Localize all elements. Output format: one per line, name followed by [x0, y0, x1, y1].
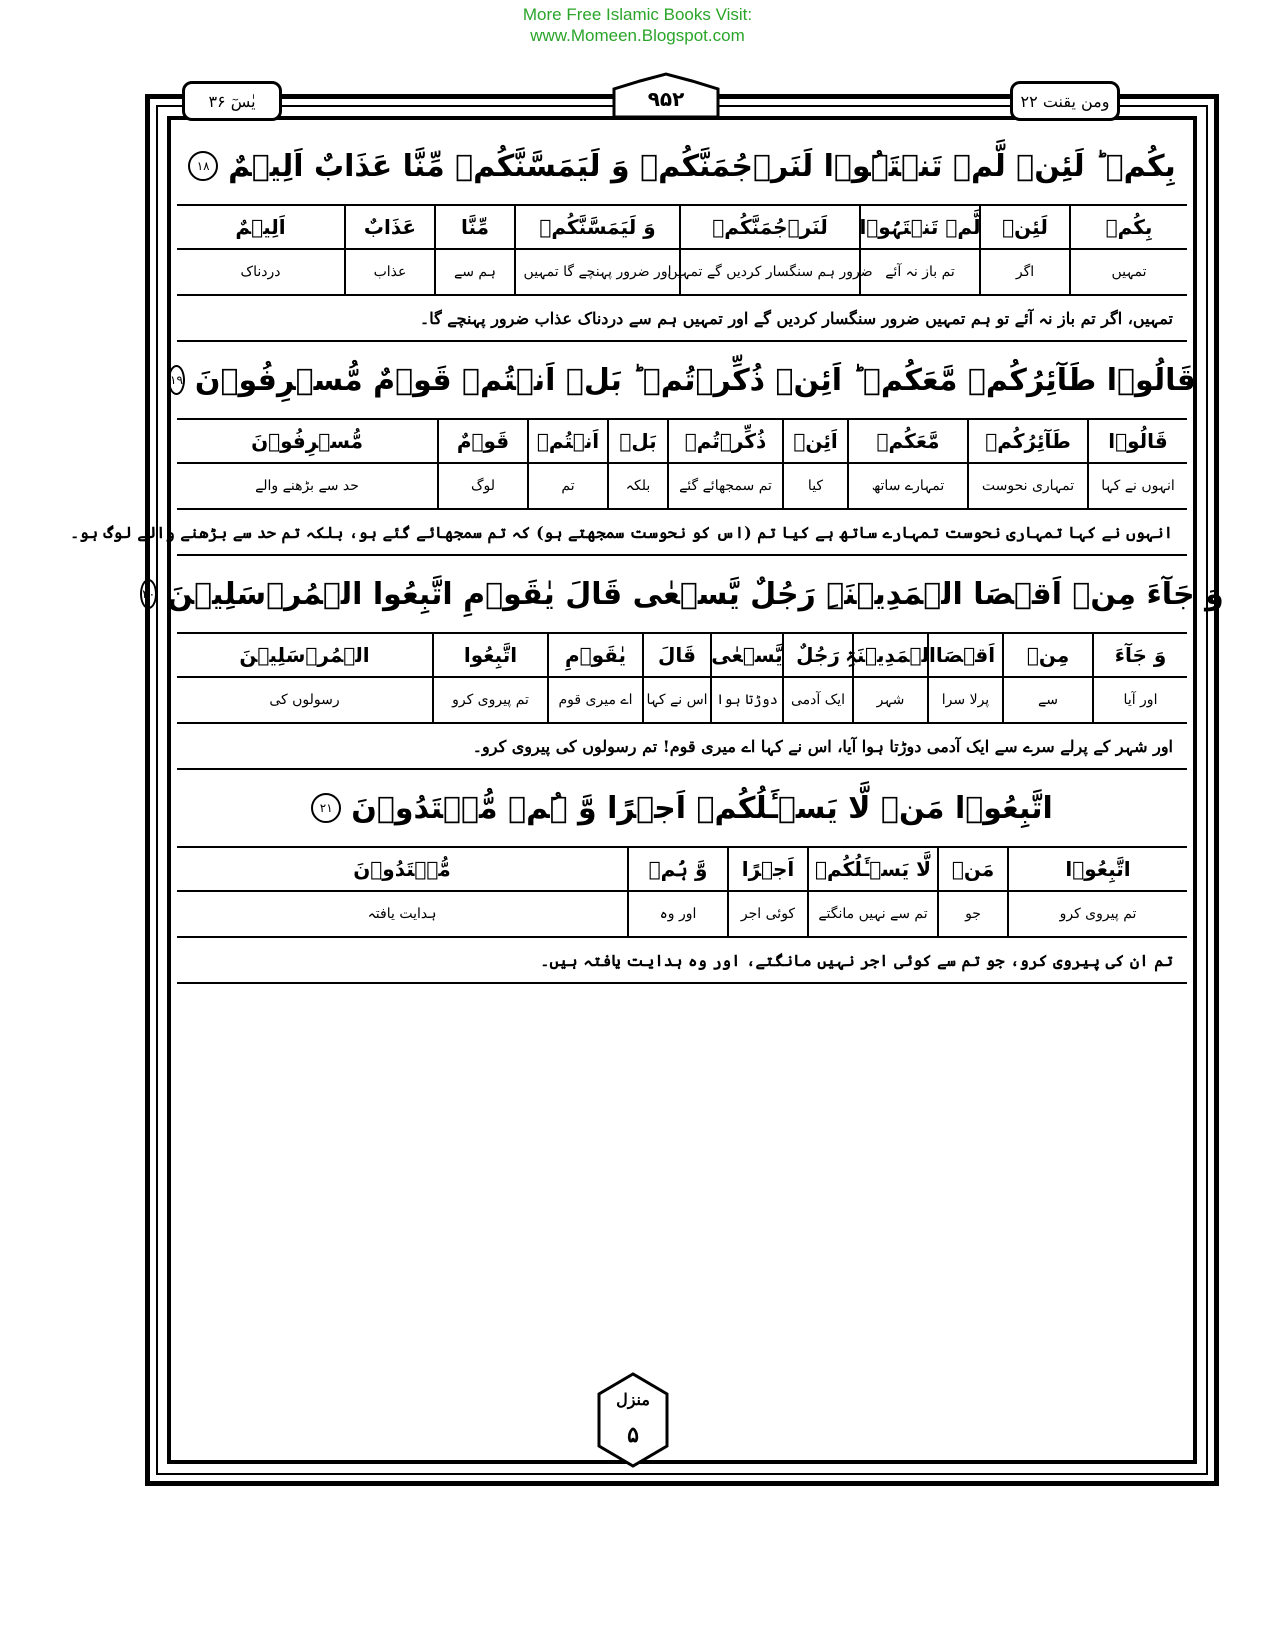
manzil-badge [597, 1372, 669, 1468]
verse-number-marker: ۲۱ [311, 793, 341, 823]
meaning-cell: تم سے نہیں مانگتے [807, 892, 937, 936]
top-banner [0, 4, 1275, 46]
meaning-cell: جو [937, 892, 1007, 936]
meaning-cell: تم باز نہ آئے [859, 250, 979, 294]
word-cell: لَئِنۡ [979, 206, 1069, 248]
word-cell: وَ جَآءَ [1092, 634, 1187, 676]
word-row [177, 848, 1187, 892]
manzil-number: ۵ [627, 1422, 639, 1448]
meaning-cell: رسولوں کی [269, 692, 340, 708]
word-cell: ذُکِّرۡتُمۡ [667, 420, 782, 462]
meaning-cell: تم پیروی کرو [1007, 892, 1187, 936]
word-cell: عَذَابٌ [344, 206, 434, 248]
translation-line: اور شہر کے پرلے سرے سے ایک آدمی دوڑتا ہوا آیا، اس نے کہا اے میری قوم! تم رسولوں کی پیروی کرو۔ [177, 724, 1187, 770]
verse-number-marker: ۱۹ [168, 365, 185, 395]
word-cell: اَجۡرًا [727, 848, 807, 890]
word-row [177, 634, 1187, 678]
meaning-cell: انہوں نے کہا [1087, 464, 1187, 508]
translation-line: انہوں نے کہا تمہاری نحوست تمہارے ساتھ ہے کیا تم (اس کو نحوست سمجھتے ہو) کہ تم سمجھائے گئے ہو، بلکہ تم حد سے بڑھنے والے لوگ ہو۔ [177, 510, 1187, 556]
word-cell: مُّسۡرِفُوۡنَ [251, 429, 363, 453]
verse-arabic: وَ جَآءَ مِنۡ اَقۡصَا الۡمَدِیۡنَۃِ رَجُلٌ یَّسۡعٰی قَالَ یٰقَوۡمِ اتَّبِعُوا الۡمُرۡسَلِیۡنَ [167, 576, 1224, 612]
verse-number-marker: ۱۸ [188, 151, 218, 181]
verse-number-marker: ۲۰ [140, 579, 157, 609]
meaning-cell: ہدایت یافتہ [367, 906, 437, 922]
banner-line-1: More Free Islamic Books Visit: [522, 5, 753, 24]
manzil-badge-shape [597, 1372, 669, 1468]
meaning-cell: لوگ [437, 464, 527, 508]
meaning-cell: اس نے کہا [642, 678, 710, 722]
word-cell: مُّہۡتَدُوۡنَ [353, 857, 451, 881]
word-cell: لَّمۡ تَنۡتَہُوۡا [859, 206, 979, 248]
verse-arabic: بِکُمۡ ؕ لَئِنۡ لَّمۡ تَنۡتَہُوۡا لَنَرۡجُمَنَّکُمۡ وَ لَیَمَسَّنَّکُمۡ مِّنَّا عَذَابٌ اَلِیۡمٌ [228, 148, 1176, 184]
manzil-label: منزل [616, 1390, 650, 1409]
verse-text [170, 342, 1196, 420]
word-cell: رَجُلٌ [782, 634, 852, 676]
word-cell: اتَّبِعُوۡا [1007, 848, 1187, 890]
content-area [69, 128, 1224, 984]
juz-label: ومن یقنت ۲۲ [1010, 81, 1120, 121]
meaning-row [177, 678, 1187, 724]
word-cell: بِکُمۡ [1069, 206, 1187, 248]
verse-arabic: اتَّبِعُوۡا مَنۡ لَّا یَسۡـَٔلُکُمۡ اَجۡرًا وَّ ہُمۡ مُّہۡتَدُوۡنَ [351, 790, 1053, 826]
word-cell: اَلِیۡمٌ [235, 215, 286, 239]
word-cell: بَلۡ [607, 420, 667, 462]
word-cell: قَالُوۡا [1087, 420, 1187, 462]
word-cell: لَّا یَسۡـَٔلُکُمۡ [807, 848, 937, 890]
meaning-cell: تمہاری نحوست [967, 464, 1087, 508]
word-cell: اَقۡصَا [927, 634, 1002, 676]
meaning-cell: کیا [782, 464, 847, 508]
word-cell: وَ لَیَمَسَّنَّکُمۡ [514, 206, 679, 248]
meaning-cell: شہر [852, 678, 927, 722]
word-cell: یٰقَوۡمِ [547, 634, 642, 676]
verse-section-19 [69, 342, 1196, 556]
verse-text [142, 556, 1224, 634]
translation-line: تمہیں، اگر تم باز نہ آئے تو ہم تمہیں ضرور سنگسار کردیں گے اور تمہیں ہم سے دردناک عذاب ضرور پہنچے گا۔ [177, 296, 1187, 342]
meaning-cell: اور وہ [627, 892, 727, 936]
word-cell: مِنۡ [1002, 634, 1092, 676]
verse-section-18 [177, 128, 1187, 342]
meaning-cell: اے میری قوم [547, 678, 642, 722]
verse-section-21 [177, 770, 1187, 984]
translation-line: تم ان کی پیروی کرو، جو تم سے کوئی اجر نہیں مانگتے، اور وہ ہدایت یافتہ ہیں۔ [177, 938, 1187, 984]
word-cell: مَنۡ [937, 848, 1007, 890]
page-number-badge [612, 73, 720, 119]
word-row [177, 206, 1187, 250]
meaning-cell: ہم سے [434, 250, 514, 294]
page-number: ۹۵۲ [647, 87, 685, 111]
word-row [177, 420, 1187, 464]
meaning-cell: پرلا سرا [927, 678, 1002, 722]
word-cell: طَآئِرُکُمۡ [967, 420, 1087, 462]
meaning-cell: عذاب [344, 250, 434, 294]
meaning-cell: اگر [979, 250, 1069, 294]
meaning-row [177, 892, 1187, 938]
word-cell: یَّسۡعٰی [710, 634, 782, 676]
meaning-cell: تم سمجھائے گئے [667, 464, 782, 508]
meaning-cell: دوڑتا ہوا [710, 678, 782, 722]
word-cell: الۡمَدِیۡنَۃِ [852, 634, 927, 676]
word-cell: لَنَرۡجُمَنَّکُمۡ [679, 206, 859, 248]
word-cell: قَالَ [642, 634, 710, 676]
word-cell: مَّعَکُمۡ [847, 420, 967, 462]
meaning-cell: کوئی اجر [727, 892, 807, 936]
meaning-cell: تمہارے ساتھ [847, 464, 967, 508]
meaning-cell: تم [527, 464, 607, 508]
meaning-cell: اور ضرور پہنچے گا تمہیں [514, 250, 679, 294]
word-cell: مِّنَّا [434, 206, 514, 248]
verse-text [177, 770, 1187, 848]
verse-arabic: قَالُوۡا طَآئِرُکُمۡ مَّعَکُمۡ ؕ اَئِنۡ ذُکِّرۡتُمۡ ؕ بَلۡ اَنۡتُمۡ قَوۡمٌ مُّسۡرِفُوۡنَ [194, 362, 1196, 398]
meaning-row [177, 464, 1187, 510]
word-cell: اَئِنۡ [782, 420, 847, 462]
verse-text [177, 128, 1187, 206]
word-cell: اَنۡتُمۡ [527, 420, 607, 462]
meaning-cell: تمہیں [1069, 250, 1187, 294]
meaning-cell: اور آیا [1092, 678, 1187, 722]
verse-section-20 [142, 556, 1224, 770]
meaning-row [177, 250, 1187, 296]
meaning-cell: بلکہ [607, 464, 667, 508]
word-cell: قَوۡمٌ [437, 420, 527, 462]
meaning-cell: ضرور ہم سنگسار کردیں گے تمہیں [679, 250, 859, 294]
word-cell: الۡمُرۡسَلِیۡنَ [239, 643, 370, 667]
surah-label: یٰسٓ ۳۶ [182, 81, 282, 121]
meaning-cell: تم پیروی کرو [432, 678, 547, 722]
banner-link[interactable]: www.Momeen.Blogspot.com [530, 26, 745, 45]
word-cell: اتَّبِعُوا [432, 634, 547, 676]
word-cell: وَّ ہُمۡ [627, 848, 727, 890]
meaning-cell: دردناک [240, 264, 281, 280]
meaning-cell: ایک آدمی [782, 678, 852, 722]
meaning-cell: حد سے بڑھنے والے [255, 478, 359, 494]
meaning-cell: سے [1002, 678, 1092, 722]
